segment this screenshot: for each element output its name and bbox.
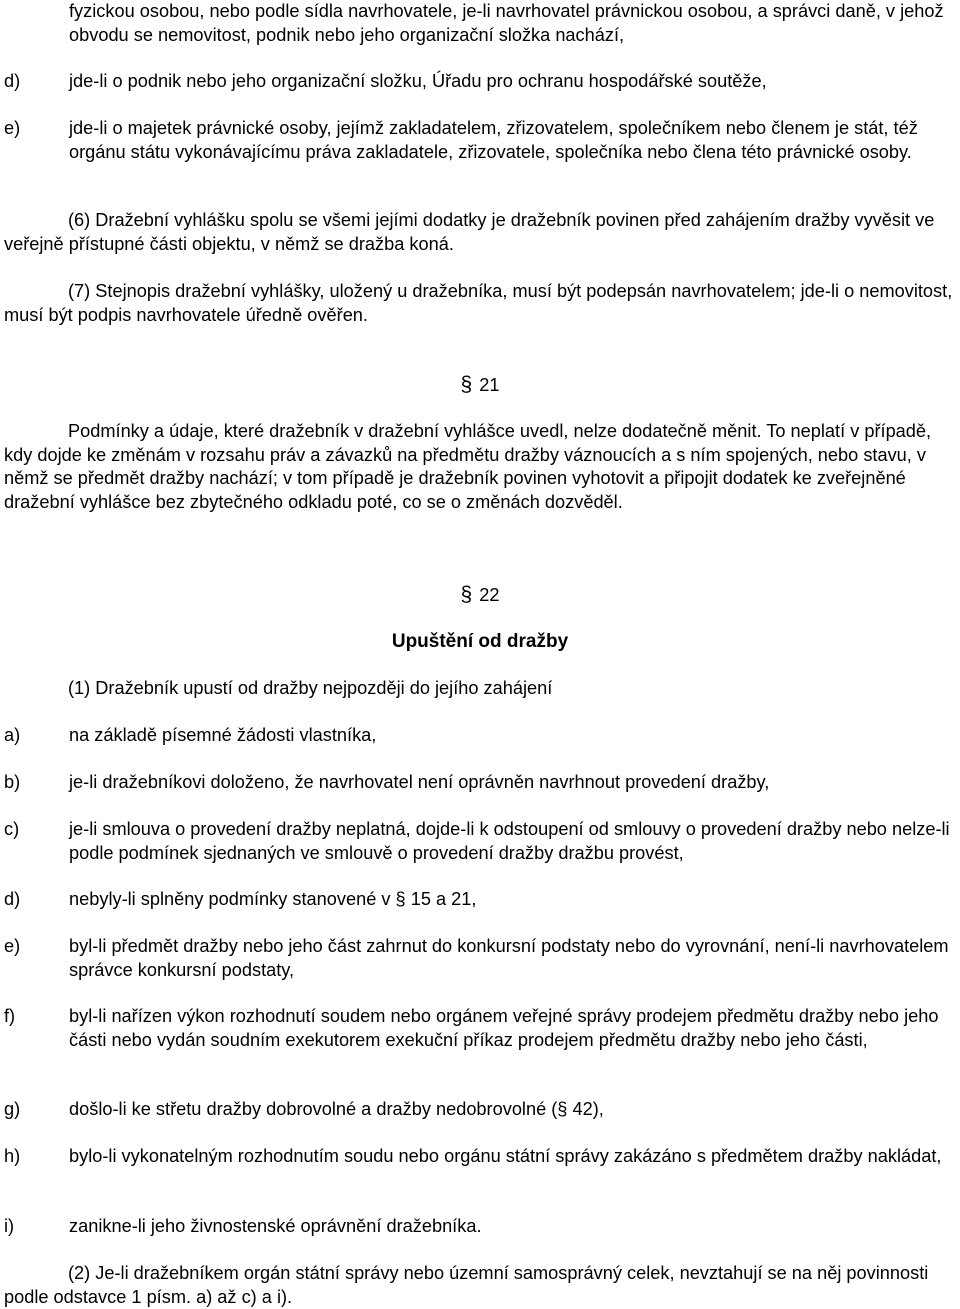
list-item xyxy=(4,771,960,795)
section-22-heading xyxy=(0,583,960,608)
list-item-text: jde-li o majetek právnické osoby, jejímž zakladatelem, zřizovatelem, společníkem nebo členem je stát, též orgánu státu vykonávajícímu práva zakladatele, zřizovatele, společníka nebo člena této právnické osoby. xyxy=(69,118,918,162)
paragraph-7: (7) Stejnopis dražební vyhlášky, uložený u dražebníka, musí být podepsán navrhovatelem; jde-li o nemovitost, musí být podpis navrhovatele úředně ověřen. xyxy=(4,281,953,325)
list-item-label: d) xyxy=(4,889,21,909)
list-item xyxy=(4,70,960,94)
list-item-label: a) xyxy=(4,725,21,745)
list-item-label: h) xyxy=(4,1146,21,1166)
list-item-text: zanikne-li jeho živnostenské oprávnění dražebníka. xyxy=(69,1216,482,1236)
list-item xyxy=(4,888,960,912)
list-item xyxy=(4,117,960,164)
paragraph-22-1: (1) Dražebník upustí od dražby nejpozději do jejího zahájení xyxy=(68,678,553,698)
list-item-label: g) xyxy=(4,1099,21,1119)
list-item xyxy=(4,1215,960,1239)
section-symbol: § xyxy=(460,583,473,606)
list-item xyxy=(4,1005,960,1052)
list-item-label: e) xyxy=(4,118,21,138)
section-number: 21 xyxy=(479,375,500,395)
list-item-label: d) xyxy=(4,71,21,91)
list-item-text: nebyly-li splněny podmínky stanovené v § 15 a 21, xyxy=(69,889,477,909)
paragraph-22-2: (2) Je-li dražebníkem orgán státní správy nebo územní samosprávný celek, nevztahují se na něj povinnosti podle odstavce 1 písm. a) až c) a i). xyxy=(4,1263,929,1307)
list-item xyxy=(4,1098,960,1122)
list-item-text: bylo-li vykonatelným rozhodnutím soudu nebo orgánu státní správy zakázáno s předmětem dražby nakládat, xyxy=(69,1146,942,1166)
list-item-text: jde-li o podnik nebo jeho organizační složku, Úřadu pro ochranu hospodářské soutěže, xyxy=(69,71,767,91)
list-item xyxy=(4,935,960,982)
paragraph-21: Podmínky a údaje, které dražebník v dražební vyhlášce uvedl, nelze dodatečně měnit. To neplatí v případě, kdy dojde ke změnám v rozsahu práv a závazků na předmětu dražby váznoucích a s ním spojených, nebo stavu, v němž se předmět dražby nachází; v tom případě je dražebník povinen vyhotovit a připojit dodatek ke zveřejněné dražební vyhlášce bez zbytečného odkladu poté, co se o změnách dozvěděl. xyxy=(4,421,932,512)
list-item xyxy=(4,1145,960,1169)
continuation-text: fyzickou osobou, nebo podle sídla navrhovatele, je-li navrhovatel právnickou osobou, a správci daně, v jehož obvodu se nemovitost, podnik nebo jeho organizační složka nachází, xyxy=(69,1,944,45)
list-item xyxy=(4,724,960,748)
list-item-label: e) xyxy=(4,936,21,956)
list-item-label: b) xyxy=(4,772,21,792)
list-item-text: byl-li předmět dražby nebo jeho část zahrnut do konkursní podstaty nebo do vyrovnání, není-li navrhovatelem správce konkursní podstaty, xyxy=(69,936,949,980)
paragraph-6: (6) Dražební vyhlášku spolu se všemi jejími dodatky je dražebník povinen před zahájením dražby vyvěsit ve veřejně přístupné části objektu, v němž se dražba koná. xyxy=(4,210,935,254)
list-item xyxy=(4,818,960,865)
list-item-label: f) xyxy=(4,1006,16,1026)
list-item-text: byl-li nařízen výkon rozhodnutí soudem nebo orgánem veřejné správy prodejem předmětu dražby nebo jeho části nebo vydán soudním exekutorem exekuční příkaz prodejem předmětu dražby nebo jeho části, xyxy=(69,1006,939,1050)
list-item-label: i) xyxy=(4,1216,15,1236)
list-item-label: c) xyxy=(4,819,20,839)
section-number: 22 xyxy=(479,585,500,605)
section-21-heading xyxy=(0,373,960,398)
section-symbol: § xyxy=(460,373,473,396)
list-item-text: došlo-li ke střetu dražby dobrovolné a dražby nedobrovolné (§ 42), xyxy=(69,1099,604,1119)
section-22-title: Upuštění od dražby xyxy=(391,631,569,652)
list-item-text: je-li smlouva o provedení dražby neplatná, dojde-li k odstoupení od smlouvy o provedení dražby nebo nelze-li podle podmínek sjednaných ve smlouvě o provedení dražby dražbu provést, xyxy=(69,819,950,863)
list-item-text: je-li dražebníkovi doloženo, že navrhovatel není oprávněn navrhnout provedení dražby, xyxy=(69,772,770,792)
list-item-text: na základě písemné žádosti vlastníka, xyxy=(69,725,377,745)
